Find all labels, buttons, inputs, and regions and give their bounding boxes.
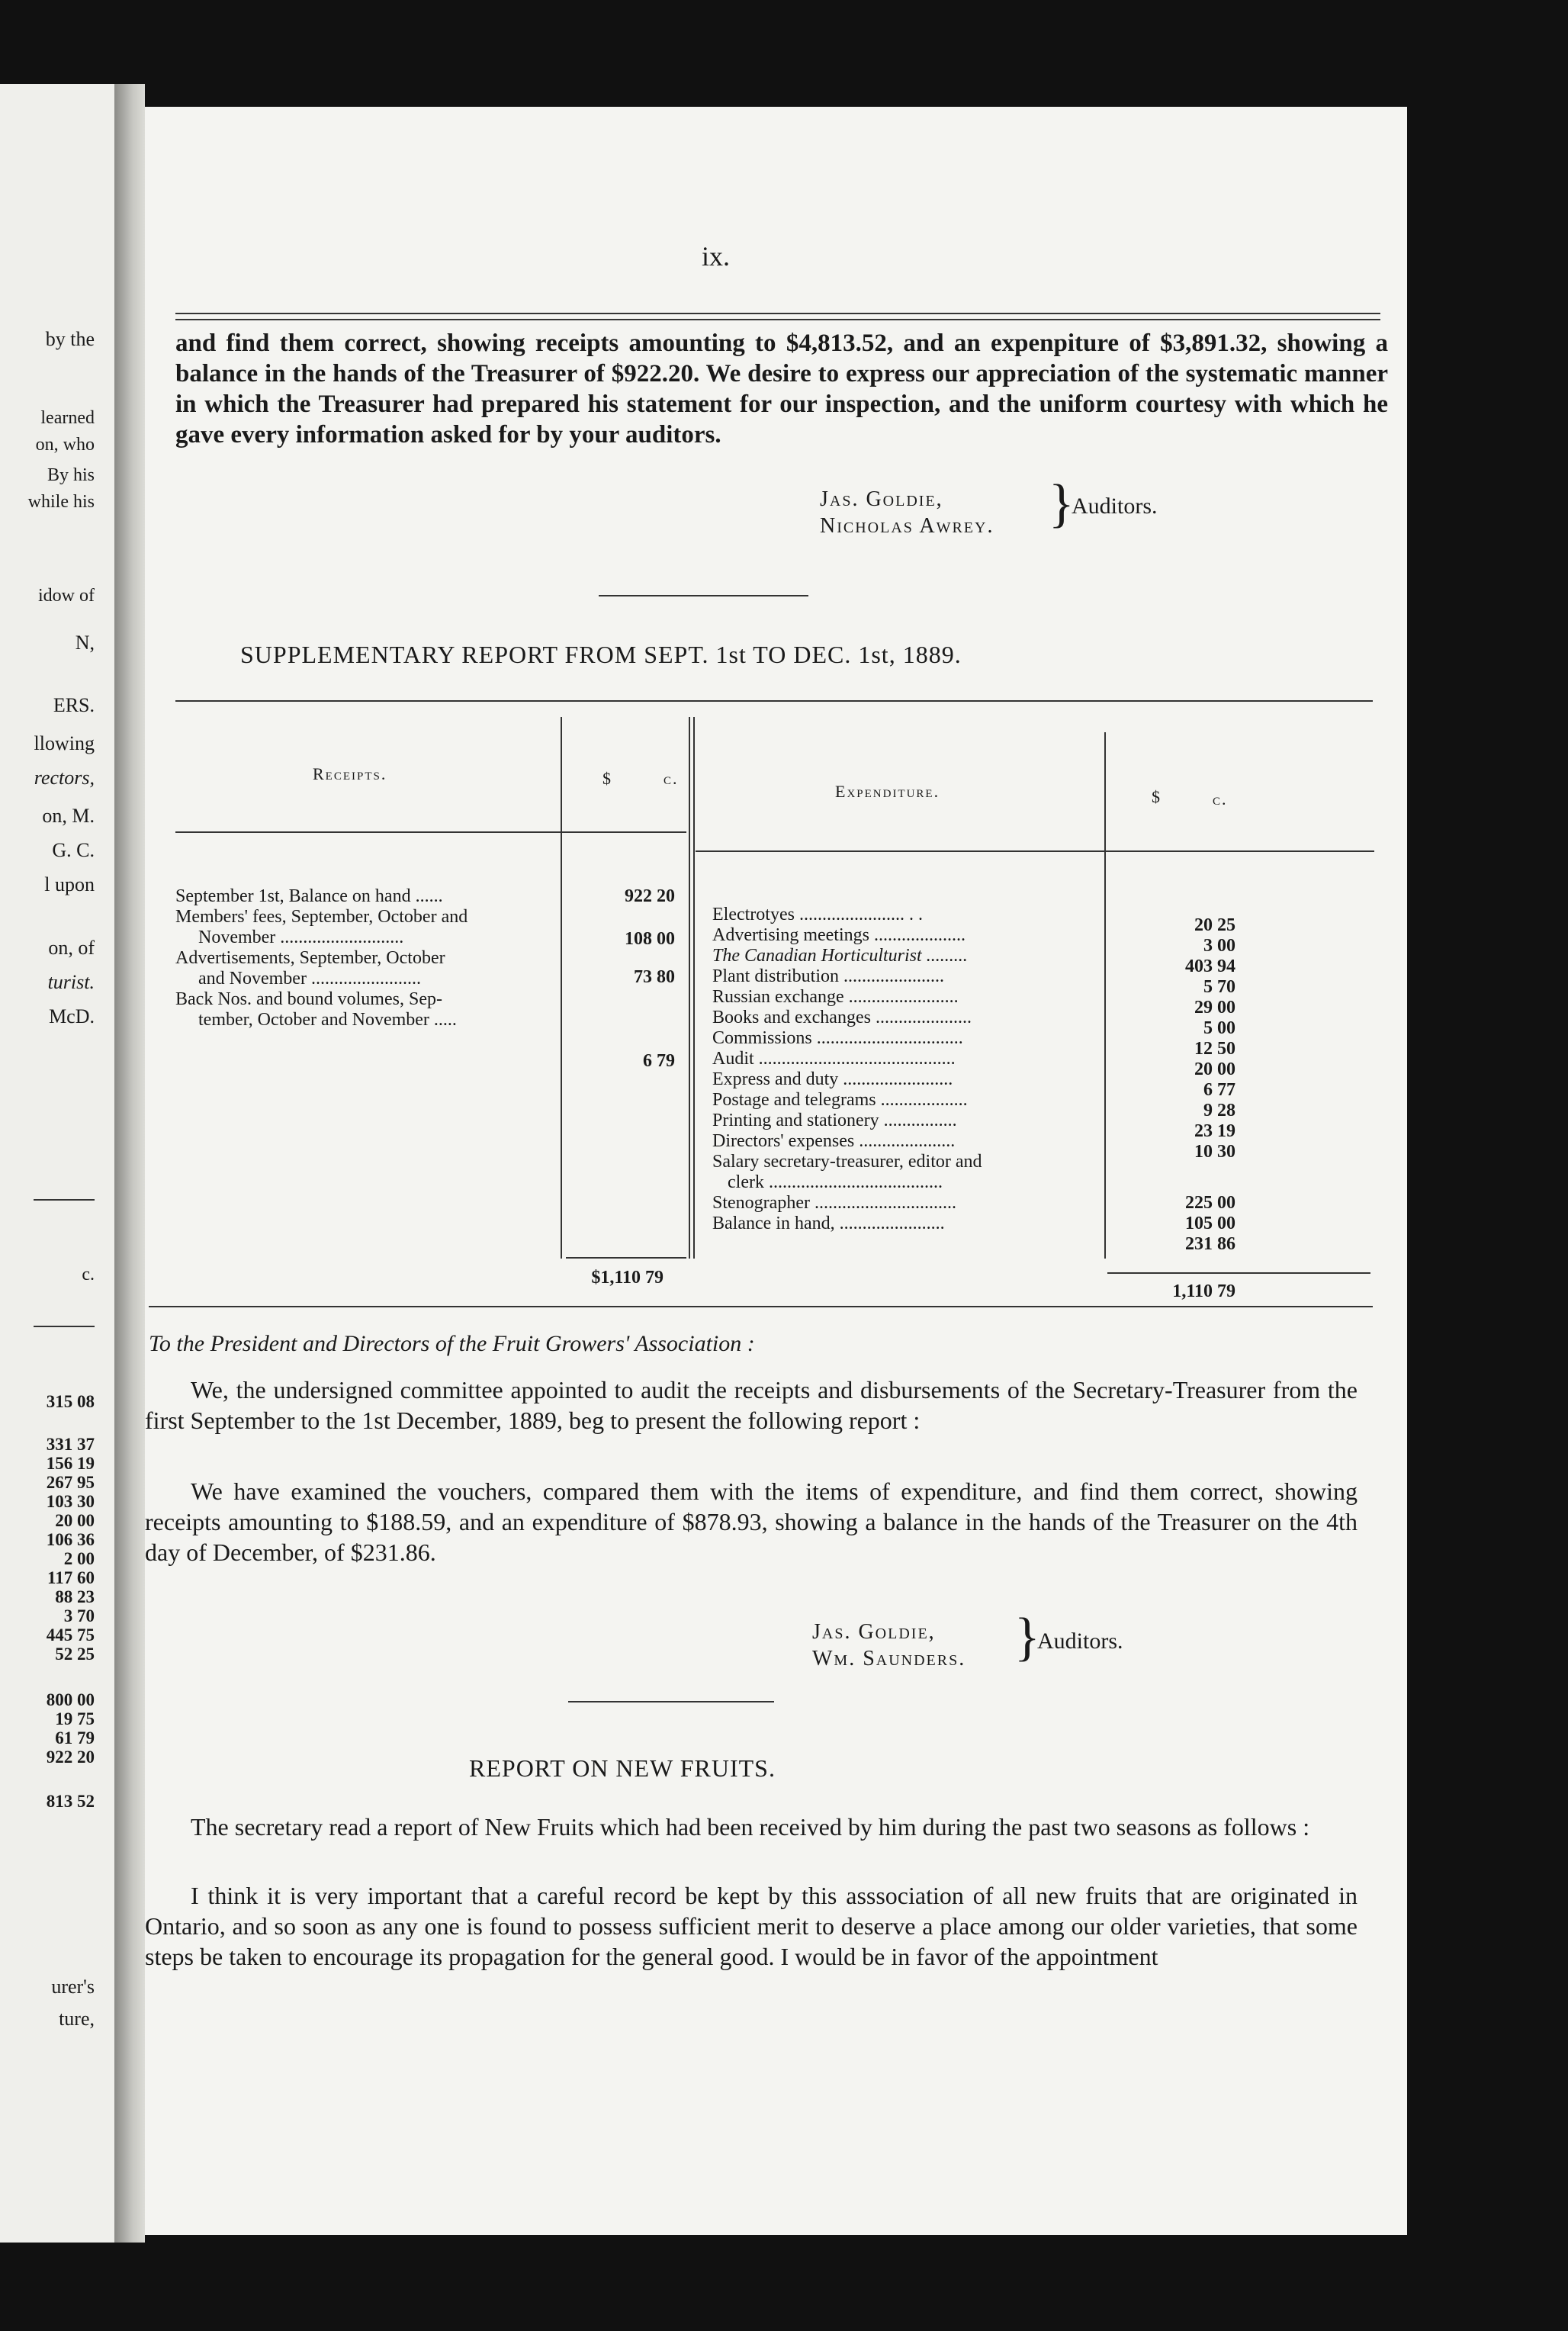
left-number: 922 20 (46, 1747, 95, 1767)
expenditure-amount: 231 86 (1185, 1234, 1235, 1254)
expenditure-amount: 29 00 (1194, 998, 1235, 1018)
dollars-header: $ (602, 769, 612, 788)
left-fragment: N, (75, 632, 95, 654)
signatory-2: Wm. Saunders. (812, 1647, 966, 1670)
expenditure-line: Balance in hand, ....................... (712, 1214, 945, 1233)
expenditure-amount: 23 19 (1194, 1121, 1235, 1141)
left-fragment: urer's (51, 1976, 95, 1998)
expenditure-line: Electrotyes ....................... . . (712, 905, 923, 924)
receipt-amount: 922 20 (625, 886, 675, 906)
supplementary-title: SUPPLEMENTARY REPORT FROM SEPT. 1st TO DEC. 1st, 1889. (240, 641, 962, 668)
expenditure-total: 1,110 79 (1172, 1281, 1235, 1301)
signatory-2: Nicholas Awrey. (820, 514, 994, 538)
auditors-label: Auditors. (1072, 494, 1158, 519)
receipt-line: tember, October and November ..... (198, 1010, 457, 1030)
main-page (145, 107, 1407, 2235)
expenditure-line: Salary secretary-treasurer, editor and (712, 1152, 982, 1172)
expenditure-amount: 9 28 (1203, 1101, 1235, 1120)
left-number: 19 75 (55, 1709, 95, 1728)
expenditure-line: Printing and stationery ................ (712, 1111, 957, 1130)
table-bottom-rule (149, 1306, 1373, 1307)
signatory-1: Jas. Goldie, (812, 1620, 936, 1644)
left-fragment: idow of (38, 586, 95, 606)
left-rule (34, 1199, 95, 1201)
table-divider (689, 717, 690, 1259)
new-fruits-para-1-text: The secretary read a report of New Fruits which had been received by him during the past two seasons as follows : (191, 1813, 1310, 1841)
left-fragment: G. C. (52, 839, 95, 861)
expenditure-line: The Canadian Horticulturist ......... (712, 946, 968, 966)
expenditure-line: Advertising meetings .................... (712, 925, 966, 945)
receipts-header: Receipts. (313, 764, 387, 783)
expenditure-line: Audit ........................................... (712, 1049, 956, 1069)
left-number: 331 37 (46, 1435, 95, 1454)
auditors-label: Auditors. (1037, 1628, 1123, 1654)
expenditure-amount: 403 94 (1185, 957, 1235, 976)
receipts-total: $1,110 79 (591, 1268, 664, 1288)
expenditure-line: Postage and telegrams ................... (712, 1090, 968, 1110)
expenditure-amount: 6 77 (1203, 1080, 1235, 1100)
left-number: 61 79 (55, 1728, 95, 1747)
new-fruits-title: REPORT ON NEW FRUITS. (469, 1754, 776, 1782)
left-number: 156 19 (46, 1454, 95, 1473)
new-fruits-para-1 (145, 1812, 1358, 1842)
left-number: 117 60 (47, 1568, 95, 1587)
brace-icon: } (1014, 1608, 1040, 1667)
header-double-rule (175, 313, 1380, 320)
left-fragment: llowing (34, 732, 95, 754)
expenditure-amount: 225 00 (1185, 1193, 1235, 1213)
second-audit-para-2-text: We have examined the vouchers, compared them with the items of expenditure, and find them correct, showing receipts amounting to $188.59, and an expenditure of $878.93, showing a balance in the hands of the Treasurer on the 4th day of December, of $231.86. (145, 1477, 1358, 1566)
left-number: 267 95 (46, 1473, 95, 1492)
expenditure-line: Directors' expenses ..................... (712, 1131, 956, 1151)
left-fragment: McD. (49, 1005, 95, 1027)
expenditure-line: Russian exchange ........................ (712, 987, 959, 1007)
expenditure-line: Books and exchanges ..................... (712, 1008, 972, 1027)
new-fruits-para-2 (145, 1880, 1358, 1972)
table-divider (561, 717, 562, 1259)
left-fragment: learned (40, 408, 95, 428)
expenditure-amount: 12 50 (1194, 1039, 1235, 1059)
receipt-amount: 108 00 (625, 929, 675, 949)
cents-header: c. (1213, 789, 1228, 809)
brace-icon: } (1049, 474, 1075, 533)
expenditure-line: Stenographer ............................... (712, 1193, 956, 1213)
left-number: 20 00 (55, 1511, 95, 1530)
expenditure-amount: 5 70 (1203, 977, 1235, 997)
left-fragment: while his (27, 492, 95, 512)
left-fragment: on, who (35, 435, 95, 455)
second-audit-para-2 (145, 1476, 1358, 1567)
dollars-header: $ (1152, 787, 1162, 806)
left-rule (34, 1326, 95, 1327)
receipt-line: and November ........................ (198, 969, 421, 989)
table-divider (1104, 732, 1106, 1259)
cents-header: c. (664, 769, 679, 788)
receipt-line: Back Nos. and bound volumes, Sep- (175, 989, 442, 1009)
left-fragment: ture, (59, 2008, 95, 2030)
left-number: 3 70 (63, 1606, 95, 1625)
left-facing-page (0, 84, 114, 2243)
expenditure-line: Commissions ................................ (712, 1028, 963, 1048)
left-fragment: by the (45, 328, 95, 350)
left-fragment: ERS. (53, 694, 95, 716)
expenditure-amount: 3 00 (1203, 936, 1235, 956)
left-number: 813 52 (46, 1792, 95, 1811)
left-number: 800 00 (46, 1690, 95, 1709)
receipt-line: November ........................... (198, 928, 404, 947)
left-fragment: By his (47, 465, 95, 485)
expenditure-line: Express and duty ........................ (712, 1069, 953, 1089)
table-header-rule (696, 850, 1374, 852)
left-number: 88 23 (55, 1587, 95, 1606)
second-audit-para-1 (145, 1374, 1358, 1436)
expenditure-amount: 20 00 (1194, 1059, 1235, 1079)
left-number: 52 25 (55, 1645, 95, 1664)
left-number: 106 36 (46, 1530, 95, 1549)
left-number: 103 30 (46, 1492, 95, 1511)
left-number: 445 75 (46, 1625, 95, 1645)
receipts-total-rule (566, 1257, 686, 1259)
expenditure-amount: 10 30 (1194, 1142, 1235, 1162)
page-number: ix. (702, 241, 731, 272)
receipt-line: Members' fees, September, October and (175, 907, 468, 927)
table-top-rule (175, 700, 1373, 702)
addressee: To the President and Directors of the Fruit Growers' Association : (149, 1331, 755, 1356)
new-fruits-para-2-text: I think it is very important that a careful record be kept by this asssociation of all new fruits that are originated in Ontario, and so soon as any one is found to possess sufficient merit to deserve a place among our older varieties, that some steps be taken to encourage its propagation for the general good. I would be in favor of the appointment (145, 1882, 1358, 1970)
section-rule (568, 1701, 774, 1702)
receipt-amount: 73 80 (634, 967, 675, 987)
table-divider (693, 717, 695, 1259)
table-header-rule (175, 831, 686, 833)
receipt-line: September 1st, Balance on hand ...... (175, 886, 443, 906)
expenditure-amount: 105 00 (1185, 1214, 1235, 1233)
left-fragment: turist. (47, 971, 95, 993)
expenditure-line: clerk ...................................... (728, 1172, 943, 1192)
left-fragment: rectors, (34, 767, 95, 789)
left-fragment: on, M. (42, 805, 95, 827)
left-number: 2 00 (63, 1549, 95, 1568)
left-fragment: on, of (48, 937, 95, 959)
second-audit-para-1-text: We, the undersigned committee appointed to audit the receipts and disbursements of the Secretary-Treasurer from the first September to the 1st December, 1889, beg to present the following report : (145, 1376, 1358, 1434)
section-rule (599, 595, 808, 596)
book-gutter (114, 84, 145, 2243)
receipt-line: Advertisements, September, October (175, 948, 445, 968)
expenditure-line: Plant distribution ...................... (712, 966, 945, 986)
first-audit-text: and find them correct, showing receipts amounting to $4,813.52, and an expenpiture of $3,891.32, showing a balance in the hands of the Treasurer of $922.20. We desire to express our appreciation of the systematic manner in which the Treasurer had prepared his statement for our inspection, and the uniform courtesy with which he gave every information asked for by your auditors. (175, 330, 1388, 449)
expenditure-amount: 20 25 (1194, 915, 1235, 935)
left-fragment: c. (82, 1265, 95, 1284)
expenditure-total-rule (1107, 1272, 1370, 1274)
receipt-amount: 6 79 (643, 1051, 675, 1071)
left-number: 315 08 (46, 1392, 95, 1411)
expenditure-amount: 5 00 (1203, 1018, 1235, 1038)
left-fragment: l upon (44, 873, 95, 895)
expenditure-header: Expenditure. (835, 782, 940, 801)
signatory-1: Jas. Goldie, (820, 487, 943, 511)
